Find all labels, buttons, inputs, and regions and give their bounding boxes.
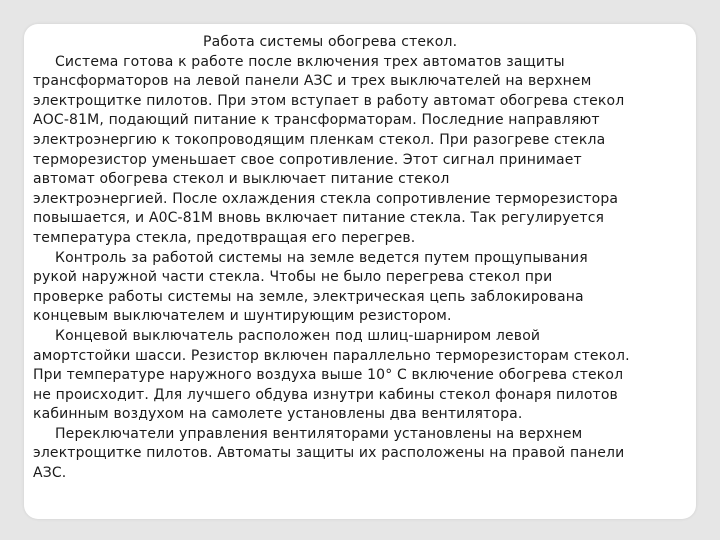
text-line: электроэнергией. После охлаждения стекла сопротивление терморезистора xyxy=(33,190,619,207)
text-line: электроэнергию к токопроводящим пленкам стекол. При разогреве стекла xyxy=(33,131,606,148)
text-line: проверке работы системы на земле, электрическая цепь заблокирована xyxy=(33,288,584,305)
paragraph-fan-switches xyxy=(33,425,693,484)
text-line: Переключатели управления вентиляторами установлены на верхнем xyxy=(55,425,583,442)
text-line: амортстойки шасси. Резистор включен параллельно терморезисторам стекол. xyxy=(33,347,630,364)
text-line: Система готова к работе после включения трех автоматов защиты xyxy=(55,53,565,70)
text-line: электрощитке пилотов. При этом вступает в работу автомат обогрева стекол xyxy=(33,92,625,109)
text-line: автомат обогрева стекол и выключает питание стекол xyxy=(33,171,450,188)
text-line: Концевой выключатель расположен под шлиц-шарниром левой xyxy=(55,327,541,344)
text-line: кабинным воздухом на самолете установлены два вентилятора. xyxy=(33,406,523,423)
text-line: рукой наружной части стекла. Чтобы не было перегрева стекол при xyxy=(33,269,553,286)
paragraph-ground-check xyxy=(33,249,693,327)
paragraph-system-operation xyxy=(33,53,693,249)
text-line: терморезистор уменьшает свое сопротивление. Этот сигнал принимает xyxy=(33,151,582,168)
text-line: При температуре наружного воздуха выше 10° С включение обогрева стекол xyxy=(33,367,624,384)
text-line: не происходит. Для лучшего обдува изнутри кабины стекол фонаря пилотов xyxy=(33,386,618,403)
text-line: Контроль за работой системы на земле ведется путем прощупывания xyxy=(55,249,588,266)
text-line: концевым выключателем и шунтирующим резистором. xyxy=(33,308,452,325)
text-line: трансформаторов на левой панели АЗС и трех выключателей на верхнем xyxy=(33,73,592,90)
text-line: электрощитке пилотов. Автоматы защиты их расположены на правой панели xyxy=(33,445,625,462)
text-line: АОС-81М, подающий питание к трансформаторам. Последние направляют xyxy=(33,112,600,129)
document-title: Работа системы обогрева стекол. xyxy=(203,34,458,50)
document-body xyxy=(33,33,693,484)
text-line: АЗС. xyxy=(33,465,67,482)
paragraph-limit-switch xyxy=(33,327,693,425)
text-line: повышается, и А0С-81М вновь включает питание стекла. Так регулируется xyxy=(33,210,605,227)
text-line: температура стекла, предотвращая его перегрев. xyxy=(33,229,416,246)
